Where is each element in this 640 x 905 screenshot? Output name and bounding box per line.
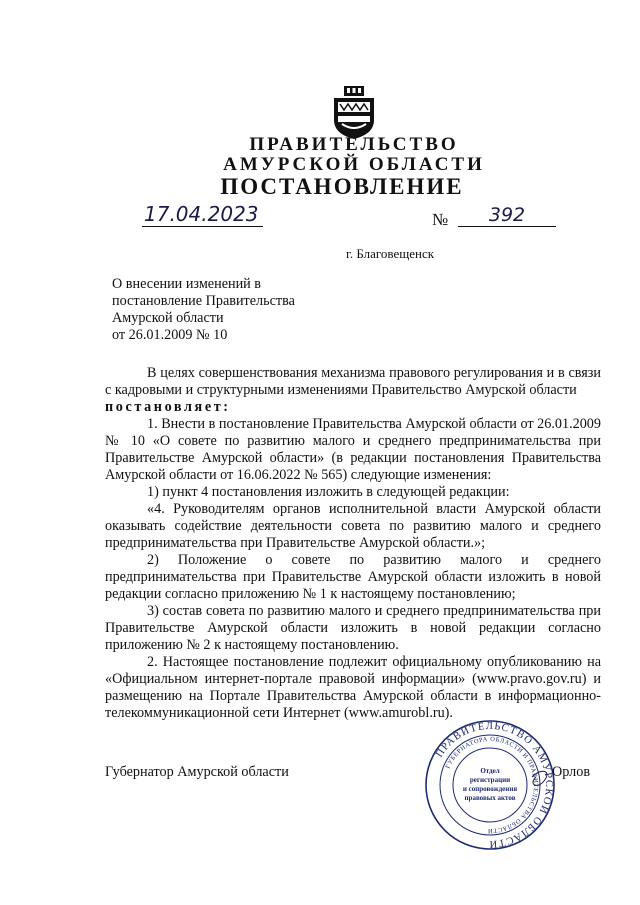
preamble: В целях совершенствования механизма правового регулирования и в связи с кадровыми и структурными изменениями Правительство Амурской области [105, 365, 601, 398]
body-paragraph: «4. Руководителям органов исполнительной власти Амурской области оказывать содействие деятельности совета по развитию малого и среднего предпринимательства при Правительстве Амурской области.»; [105, 501, 601, 551]
organization-name-line1: ПРАВИТЕЛЬСТВО [249, 134, 459, 155]
number-sign: № [432, 210, 449, 229]
body-paragraph: 1) пункт 4 постановления изложить в следующей редакции: [147, 484, 510, 500]
document-type: ПОСТАНОВЛЕНИЕ [220, 174, 464, 199]
subject-line: Амурской области [112, 310, 224, 326]
stamp-outer-text: ПРАВИТЕЛЬСТВО АМУРСКОЙ ОБЛАСТИ [434, 720, 555, 850]
subject-line: О внесении изменений в [112, 276, 262, 292]
official-stamp [424, 719, 556, 851]
resolves-heading: постановляет: [105, 399, 231, 415]
signatory-position: Губернатор Амурской области [105, 764, 289, 780]
document-body [105, 365, 601, 722]
body-paragraph: 1. Внести в постановление Правительства Амурской области от 26.01.2009 № 10 «О совете по развитию малого и среднего предпринимательства при Правительстве Амурской области» (в редакции постановления Правительства Амурской области от 16.06.2022 № 565) следующие изменения: [105, 416, 601, 483]
signatory-name: Орлов [552, 764, 591, 780]
organization-name-line2: АМУРСКОЙ ОБЛАСТИ [223, 154, 485, 175]
subject-line: от 26.01.2009 № 10 [112, 327, 228, 343]
document-date: 17.04.2023 [142, 202, 263, 227]
stamp-inner-text: ГУБЕРНАТОРА ОБЛАСТИ И ПРАВИТЕЛЬСТВА ОБЛАСТИ [444, 735, 540, 835]
document-subject [112, 276, 295, 344]
subject-line: постановление Правительства [112, 293, 295, 309]
body-paragraph: 2) Положение о совете по развитию малого и среднего предпринимательства при Правительстве Амурской области изложить в новой редакции согласно приложению № 1 к настоящему постановлению; [105, 552, 601, 602]
city: г. Благовещенск [345, 246, 435, 261]
stamp-center-line: правовых актов [464, 794, 516, 802]
stamp-center-line: регистрации [469, 776, 511, 784]
document-number: 392 [458, 204, 556, 227]
stamp-center-line: Отдел [480, 767, 500, 775]
body-paragraph: 2. Настоящее постановление подлежит официальному опубликованию на «Официальном интернет-портале правовой информации» (www.pravo.gov.ru) и размещению на Портале Правительства Амурской области в информационно-телекоммуникационной сети Интернет (www.amurobl.ru). [105, 654, 601, 721]
coat-of-arms-icon [330, 86, 378, 140]
body-paragraph: 3) состав совета по развитию малого и среднего предпринимательства при Правительстве Амурской области изложить в новой редакции согласно приложению № 2 к настоящему постановлению. [105, 603, 601, 653]
stamp-center-line: и сопровождения [462, 785, 518, 793]
